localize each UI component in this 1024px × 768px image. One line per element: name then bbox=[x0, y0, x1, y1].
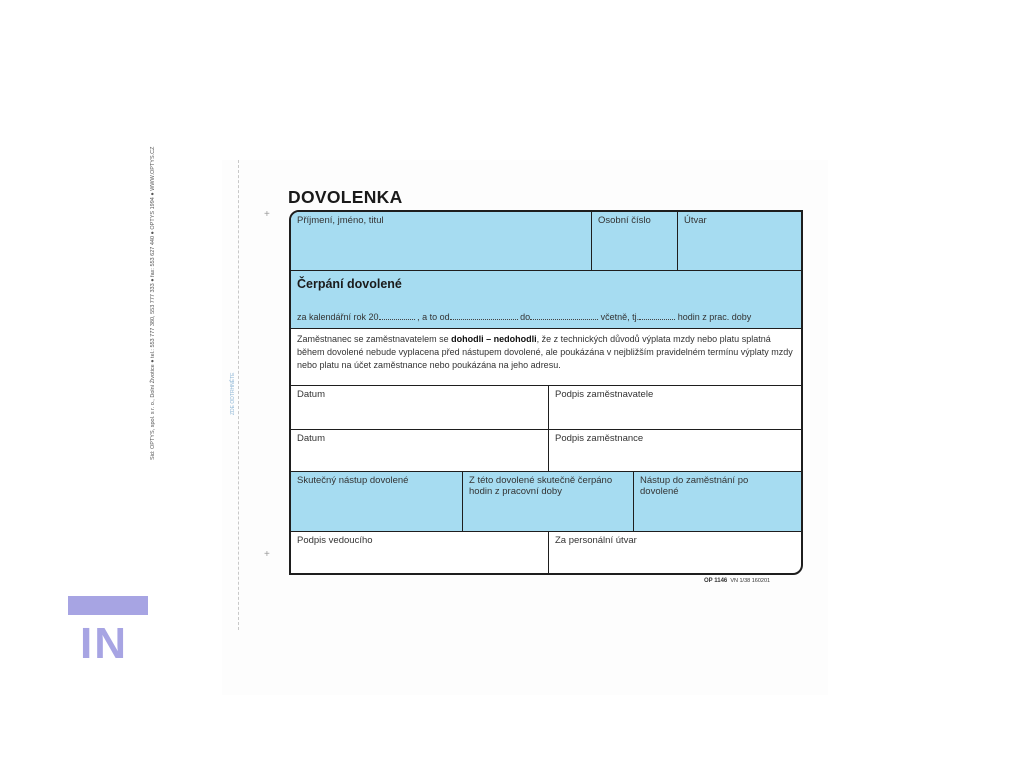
registration-mark: + bbox=[264, 549, 270, 560]
hours-blank[interactable] bbox=[639, 311, 675, 320]
perforation-line bbox=[238, 160, 239, 630]
department-field[interactable] bbox=[677, 212, 801, 270]
leave-form bbox=[289, 210, 803, 575]
form-code-number: OP 1146 bbox=[704, 578, 728, 584]
personal-number-field[interactable] bbox=[591, 212, 677, 270]
personal-number-label: Osobní číslo bbox=[598, 215, 651, 226]
hours-label: hodin z prac. doby bbox=[677, 312, 752, 322]
logo-text: IN bbox=[80, 619, 128, 668]
to-blank[interactable] bbox=[530, 311, 598, 320]
leave-period-heading: Čerpání dovolené bbox=[297, 277, 402, 291]
employer-date-field[interactable] bbox=[291, 385, 548, 429]
employee-date-label: Datum bbox=[297, 433, 325, 444]
inclusive-label: včetně, tj. bbox=[600, 312, 640, 322]
hr-department-field[interactable] bbox=[548, 531, 801, 575]
form-code bbox=[704, 578, 770, 584]
agreement-text-start: Zaměstnanec se zaměstnavatelem se bbox=[297, 334, 452, 344]
employer-date-label: Datum bbox=[297, 389, 325, 400]
publisher-side-text: Sid: OPTYS, spol. s r. o., Dolní Životice ● tel.: 553 777 380, 553 777 333 ● fax: 553 627 440 ● OPTYS 1994 ● WWW.OPTYS.CZ bbox=[150, 146, 156, 460]
from-label: , a to od bbox=[417, 312, 450, 322]
agreement-paragraph bbox=[291, 328, 801, 385]
employee-signature-label: Podpis zaměstnance bbox=[555, 433, 644, 444]
agreement-choice[interactable]: dohodli – nedohodli bbox=[451, 334, 537, 344]
actual-hours-label: Z této dovolené skutečně čerpáno hodin z pracovní doby bbox=[469, 475, 613, 497]
actual-start-label: Skutečný nástup dovolené bbox=[297, 475, 409, 486]
manager-signature-label: Podpis vedoucího bbox=[297, 535, 373, 546]
leave-period-line bbox=[297, 311, 751, 322]
employer-signature-field[interactable] bbox=[548, 385, 801, 429]
hr-department-label: Za personální útvar bbox=[555, 535, 637, 546]
name-label: Příjmení, jméno, titul bbox=[297, 215, 384, 226]
registration-mark: + bbox=[264, 209, 270, 220]
document-title: DOVOLENKA bbox=[288, 187, 403, 207]
form-code-version: VN 1/38 160201 bbox=[730, 578, 771, 584]
return-to-work-field[interactable] bbox=[633, 471, 801, 531]
agreement-text-end: , že z technických důvodů výplata mzdy nebo platu splatná během dovolené nebude vyplacena před nástupem dovolené, ale poukázána v nejbližším pravidelném termínu výplaty mzdy nebo platu na účet zaměstnance nebo poukázána na jeho adresu. bbox=[297, 334, 793, 370]
employee-date-field[interactable] bbox=[291, 429, 548, 471]
manager-signature-field[interactable] bbox=[291, 531, 548, 575]
tear-here-text: ZDE ODTRHNĚTE bbox=[230, 372, 236, 415]
from-blank[interactable] bbox=[450, 311, 518, 320]
logo-bar-icon bbox=[68, 596, 148, 615]
department-label: Útvar bbox=[684, 215, 707, 226]
employee-signature-field[interactable] bbox=[548, 429, 801, 471]
employer-signature-label: Podpis zaměstnavatele bbox=[555, 389, 654, 400]
to-label: do bbox=[520, 312, 531, 322]
year-label: za kalendářní rok 20 bbox=[297, 312, 379, 322]
actual-start-field[interactable] bbox=[291, 471, 462, 531]
return-to-work-label: Nástup do zaměstnání po dovolené bbox=[640, 475, 749, 497]
actual-hours-field[interactable] bbox=[462, 471, 633, 531]
name-field[interactable] bbox=[291, 212, 591, 270]
leave-period-section bbox=[291, 270, 801, 328]
year-blank[interactable] bbox=[379, 311, 415, 320]
